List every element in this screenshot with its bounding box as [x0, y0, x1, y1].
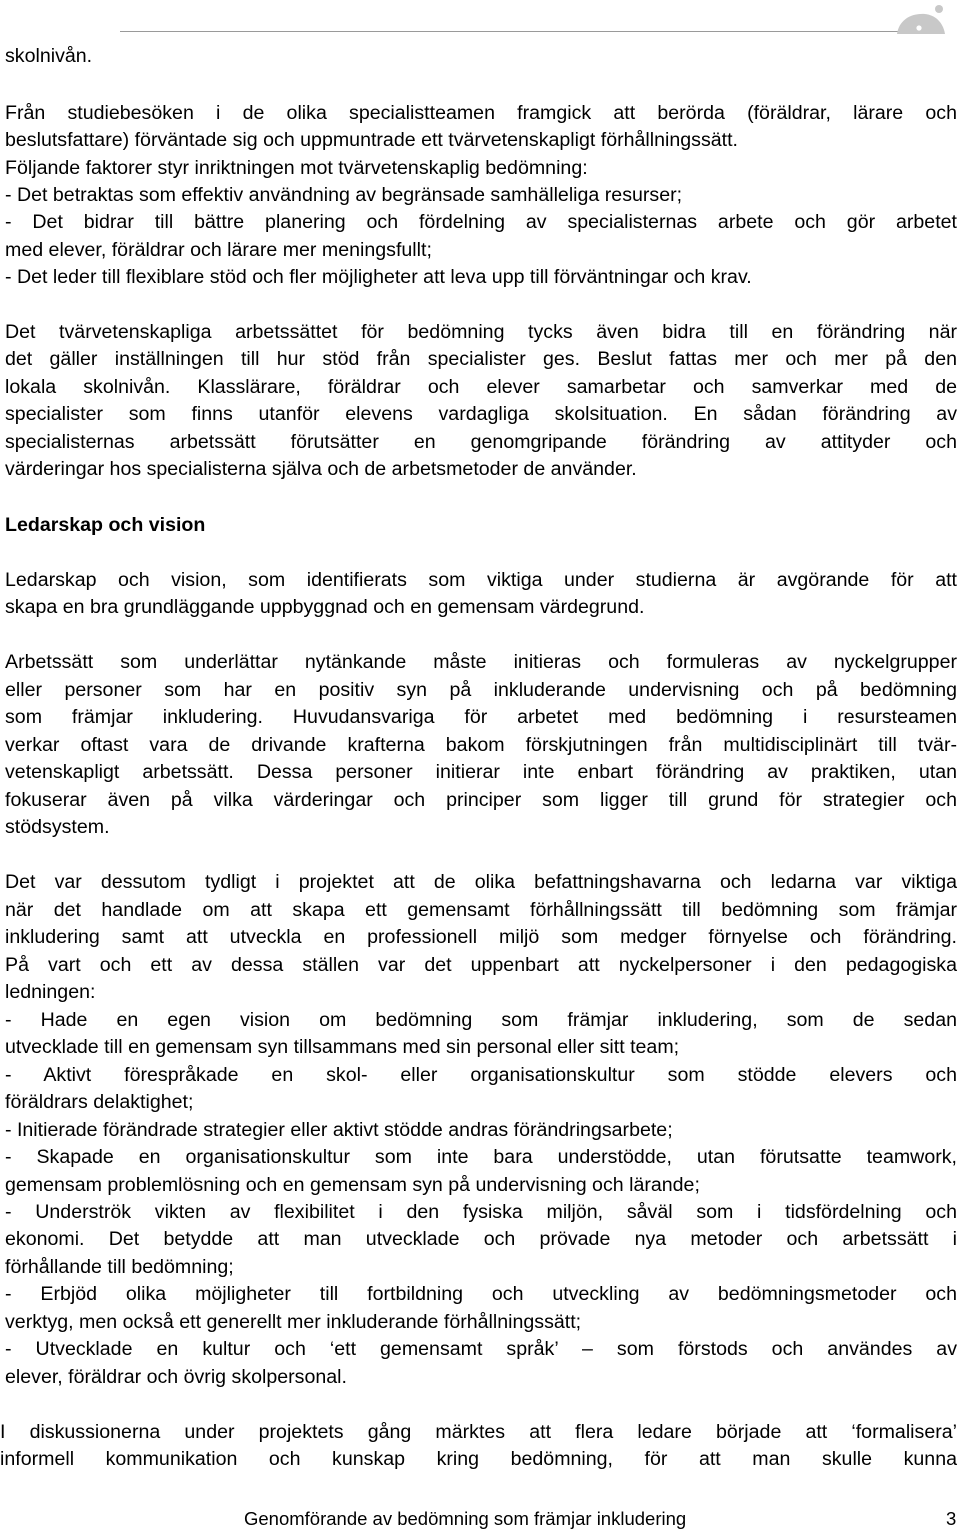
text-line: Från studiebesöken i de olika specialistteamen framgick att berörda (föräldrar, lärare och — [5, 102, 957, 124]
text-line: när det handlade om att skapa ett gemensamt förhållningssätt till bedömning som främjar — [5, 899, 957, 921]
text-line: På vart och ett av dessa ställen var det uppenbart att nyckelpersoner i den pedagogiska — [5, 954, 957, 976]
footer-title: Genomförande av bedömning som främjar inkludering — [244, 1508, 687, 1529]
text-line: - Det betraktas som effektiv användning av begränsade samhälleliga resurser; — [5, 184, 683, 206]
section-heading: Ledarskap och vision — [5, 514, 206, 536]
text-line: inkludering samt att utveckla en professionell miljö som medger förnyelse och förändring. — [5, 926, 957, 948]
list-item-text: elever, föräldrar och övrig skolpersonal. — [5, 1366, 347, 1388]
list-item-text: - Hade en egen vision om bedömning som främjar inkludering, som de sedan — [5, 1009, 957, 1031]
text-line: skapa en bra grundläggande uppbyggnad och en gemensam värdegrund. — [5, 596, 645, 618]
text-line: Det var dessutom tydligt i projektet att de olika befattningshavarna och ledarna var viktiga — [5, 871, 957, 893]
text-line: vetenskapligt arbetssätt. Dessa personer initierar inte enbart förändring av praktiken, utan — [5, 761, 957, 783]
list-item-text: gemensam problemlösning och en gemensam syn på undervisning och lärande; — [5, 1174, 700, 1196]
publisher-logo-icon — [893, 4, 949, 36]
list-item-text: förhållande till bedömning; — [5, 1256, 234, 1278]
text-line: stödsystem. — [5, 816, 110, 838]
list-item-text: - Erbjöd olika möjligheter till fortbildning och utveckling av bedömningsmetoder och — [5, 1283, 957, 1305]
list-item-text: - Skapade en organisationskultur som inte bara understödde, utan förutsatte teamwork, — [5, 1146, 957, 1168]
text-line: specialister som finns utanför elevens vardagliga skolsituation. En sådan förändring av — [5, 403, 957, 425]
text-line: I diskussionerna under projektets gång märktes att flera ledare började att ‘formalisera’ — [0, 1421, 957, 1443]
text-line: lokala skolnivån. Klasslärare, föräldrar och elever samarbetar och samverkar med de — [5, 376, 957, 398]
continuation-line: skolnivån. — [5, 45, 93, 67]
text-line: det gäller inställningen till hur stöd från specialister ges. Beslut fattas mer och mer på den — [5, 348, 957, 370]
text-line: beslutsfattare) förväntade sig och uppmuntrade ett tvärvetenskapligt förhållningssätt. — [5, 129, 739, 151]
text-line: fokuserar även på vilka värderingar och principer som ligger till grund för strategier och — [5, 789, 957, 811]
text-line: som främjar inkludering. Huvudansvariga för arbetet med bedömning i resursteamen — [5, 706, 957, 728]
text-line: specialisternas arbetssätt förutsätter en genomgripande förändring av attityder och — [5, 431, 957, 453]
list-item-text: utvecklade till en gemensam syn tillsammans med sin personal eller sitt team; — [5, 1036, 680, 1058]
text-line: Arbetssätt som underlättar nytänkande måste initieras och formuleras av nyckelgrupper — [5, 651, 957, 673]
list-item-text: - Aktivt förespråkade en skol- eller organisationskultur som stödde elevers och — [5, 1064, 957, 1086]
list-item-text: ekonomi. Det betydde att man utvecklade och prövade nya metoder och arbetssätt i — [5, 1228, 957, 1250]
list-item-text: föräldrars delaktighet; — [5, 1091, 194, 1113]
text-line: Ledarskap och vision, som identifierats som viktiga under studierna är avgörande för att — [5, 569, 957, 591]
text-line: eller personer som har en positiv syn på inkluderande undervisning och på bedömning — [5, 679, 957, 701]
header-rule — [120, 31, 940, 32]
text-line: - Det bidrar till bättre planering och fördelning av specialisternas arbete och gör arbetet — [5, 211, 957, 233]
list-item-text: - Underströk vikten av flexibilitet i den fysiska miljön, såväl som i tidsfördelning och — [5, 1201, 957, 1223]
list-item-text: verktyg, men också ett generellt mer inkluderande förhållningssätt; — [5, 1311, 582, 1333]
text-line: värderingar hos specialisterna själva och de arbetsmetoder de använder. — [5, 458, 637, 480]
text-line: ledningen: — [5, 981, 96, 1003]
text-line: informell kommunikation och kunskap kring bedömning, för att man skulle kunna — [0, 1448, 957, 1470]
text-line: verkar oftast vara de drivande krafterna bakom förskjutningen från multidisciplinärt till tvär- — [5, 734, 957, 756]
text-line: - Det leder till flexiblare stöd och fler möjligheter att leva upp till förväntningar och krav. — [5, 266, 752, 288]
text-line: Det tvärvetenskapliga arbetssättet för bedömning tycks även bidra till en förändring när — [5, 321, 957, 343]
text-line: med elever, föräldrar och lärare mer meningsfullt; — [5, 239, 432, 261]
text-line: Följande faktorer styr inriktningen mot tvärvetenskaplig bedömning: — [5, 157, 588, 179]
page-number: 3 — [946, 1508, 957, 1529]
list-item-text: - Initierade förändrade strategier eller aktivt stödde andras förändringsarbete; — [5, 1119, 673, 1141]
list-item-text: - Utvecklade en kultur och ‘ett gemensamt språk’ – som förstods och användes av — [5, 1338, 957, 1360]
